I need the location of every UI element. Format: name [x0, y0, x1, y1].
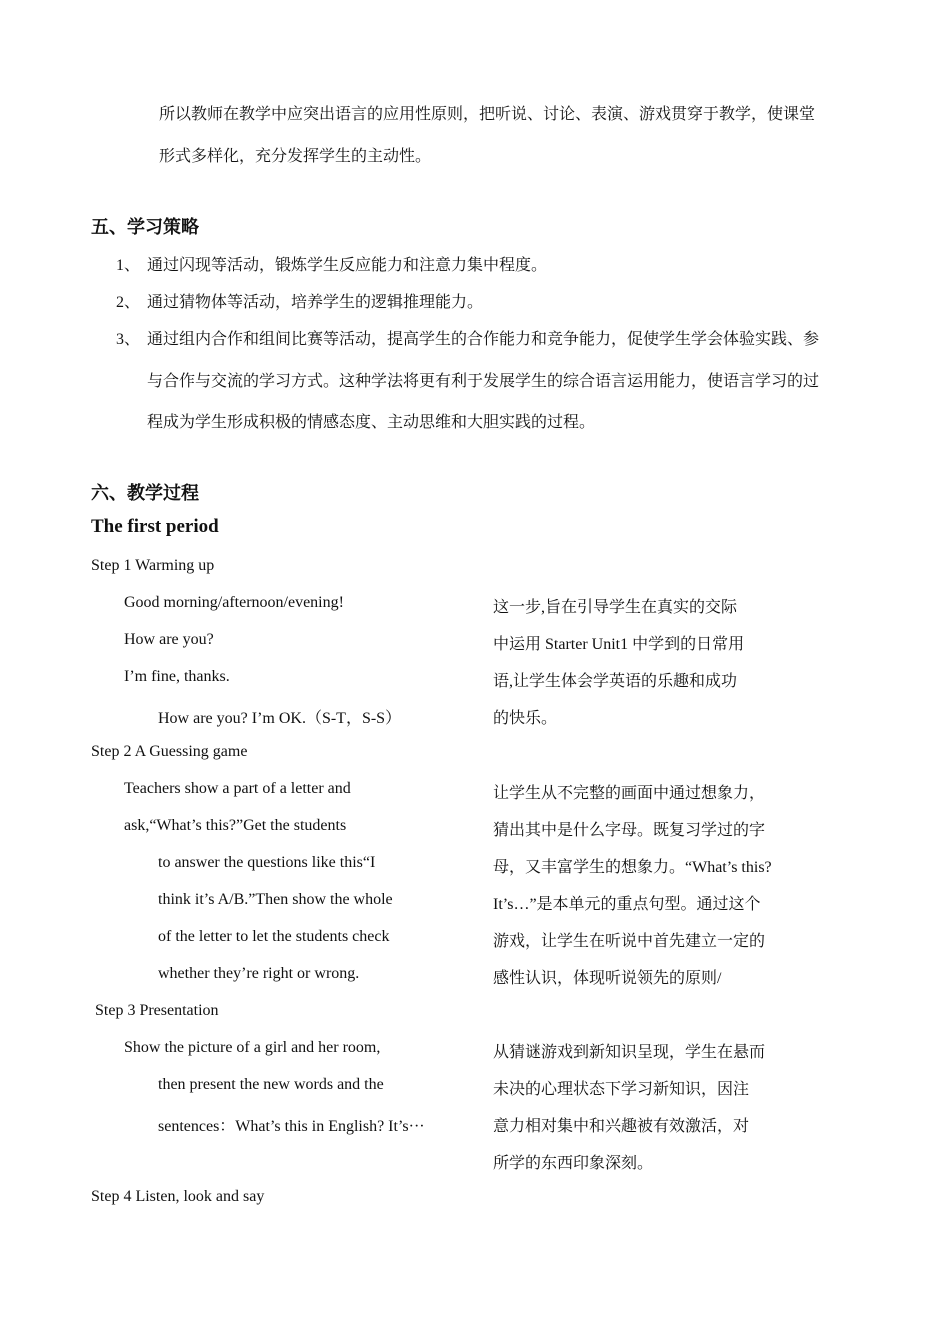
- step-text: ask,“What’s this?”Get the students: [124, 817, 347, 834]
- step-note: 的快乐。: [493, 710, 558, 727]
- step-title: Step 1 Warming up: [91, 557, 215, 574]
- section-6-heading: 六、教学过程: [91, 483, 199, 503]
- step-note: 感性认识，体现听说领先的原则/: [493, 970, 722, 987]
- intro-line-1: 所以教师在教学中应突出语言的应用性原则，把听说、讨论、表演、游戏贯穿于教学，使课堂: [159, 106, 816, 123]
- step-text: How are you?: [124, 631, 214, 648]
- list-item-text: 通过猜物体等活动，培养学生的逻辑推理能力。: [147, 294, 484, 311]
- step-note: 意力相对集中和兴趣被有效激活，对: [493, 1118, 750, 1135]
- step-note: 让学生从不完整的画面中通过想象力，: [493, 785, 766, 802]
- list-item-text: 通过组内合作和组间比赛等活动，提高学生的合作能力和竞争能力，促使学生学会体验实践、参: [147, 331, 820, 348]
- step-title: Step 2 A Guessing game: [91, 743, 248, 760]
- step-note: 所学的东西印象深刻。: [493, 1155, 654, 1172]
- period-title: The first period: [91, 516, 219, 537]
- list-item-number: 1、: [116, 257, 141, 274]
- step-text: Teachers show a part of a letter and: [124, 780, 351, 797]
- step-note: 未决的心理状态下学习新知识，因注: [493, 1081, 750, 1098]
- step-text: How are you? I’m OK.（S-T，S-S）: [158, 710, 402, 727]
- step-text: Show the picture of a girl and her room,: [124, 1039, 381, 1056]
- step-title: Step 3 Presentation: [95, 1002, 219, 1019]
- step-note: 这一步,旨在引导学生在真实的交际: [493, 599, 738, 616]
- step-text: think it’s A/B.”Then show the whole: [158, 891, 393, 908]
- step-note: It’s…”是本单元的重点句型。通过这个: [493, 896, 761, 913]
- step-text: then present the new words and the: [158, 1076, 384, 1093]
- step-note: 母，又丰富学生的想象力。“What’s this?: [493, 859, 772, 876]
- step-text: Good morning/afternoon/evening!: [124, 594, 344, 611]
- list-item-text: 程成为学生形成积极的情感态度、主动思维和大胆实践的过程。: [147, 414, 596, 431]
- section-5-heading: 五、学习策略: [91, 217, 199, 237]
- step-text: to answer the questions like this“I: [158, 854, 376, 871]
- list-item-number: 2、: [116, 294, 141, 311]
- step-title: Step 4 Listen, look and say: [91, 1188, 265, 1205]
- step-text: I’m fine, thanks.: [124, 668, 230, 685]
- list-item-number: 3、: [116, 331, 141, 348]
- step-note: 猜出其中是什么字母。既复习学过的字: [493, 822, 766, 839]
- intro-line-2: 形式多样化，充分发挥学生的主动性。: [159, 148, 432, 165]
- list-item-text: 通过闪现等活动，锻炼学生反应能力和注意力集中程度。: [147, 257, 548, 274]
- step-note: 语,让学生体会学英语的乐趣和成功: [493, 673, 738, 690]
- step-note: 中运用 Starter Unit1 中学到的日常用: [493, 636, 745, 653]
- step-text: of the letter to let the students check: [158, 928, 390, 945]
- step-note: 游戏，让学生在听说中首先建立一定的: [493, 933, 766, 950]
- step-text: sentences：What’s this in English? It’s···: [158, 1118, 425, 1135]
- step-note: 从猜谜游戏到新知识呈现，学生在悬而: [493, 1044, 766, 1061]
- step-text: whether they’re right or wrong.: [158, 965, 360, 982]
- list-item-text: 与合作与交流的学习方式。这种学法将更有利于发展学生的综合语言运用能力，使语言学习的过: [147, 373, 820, 390]
